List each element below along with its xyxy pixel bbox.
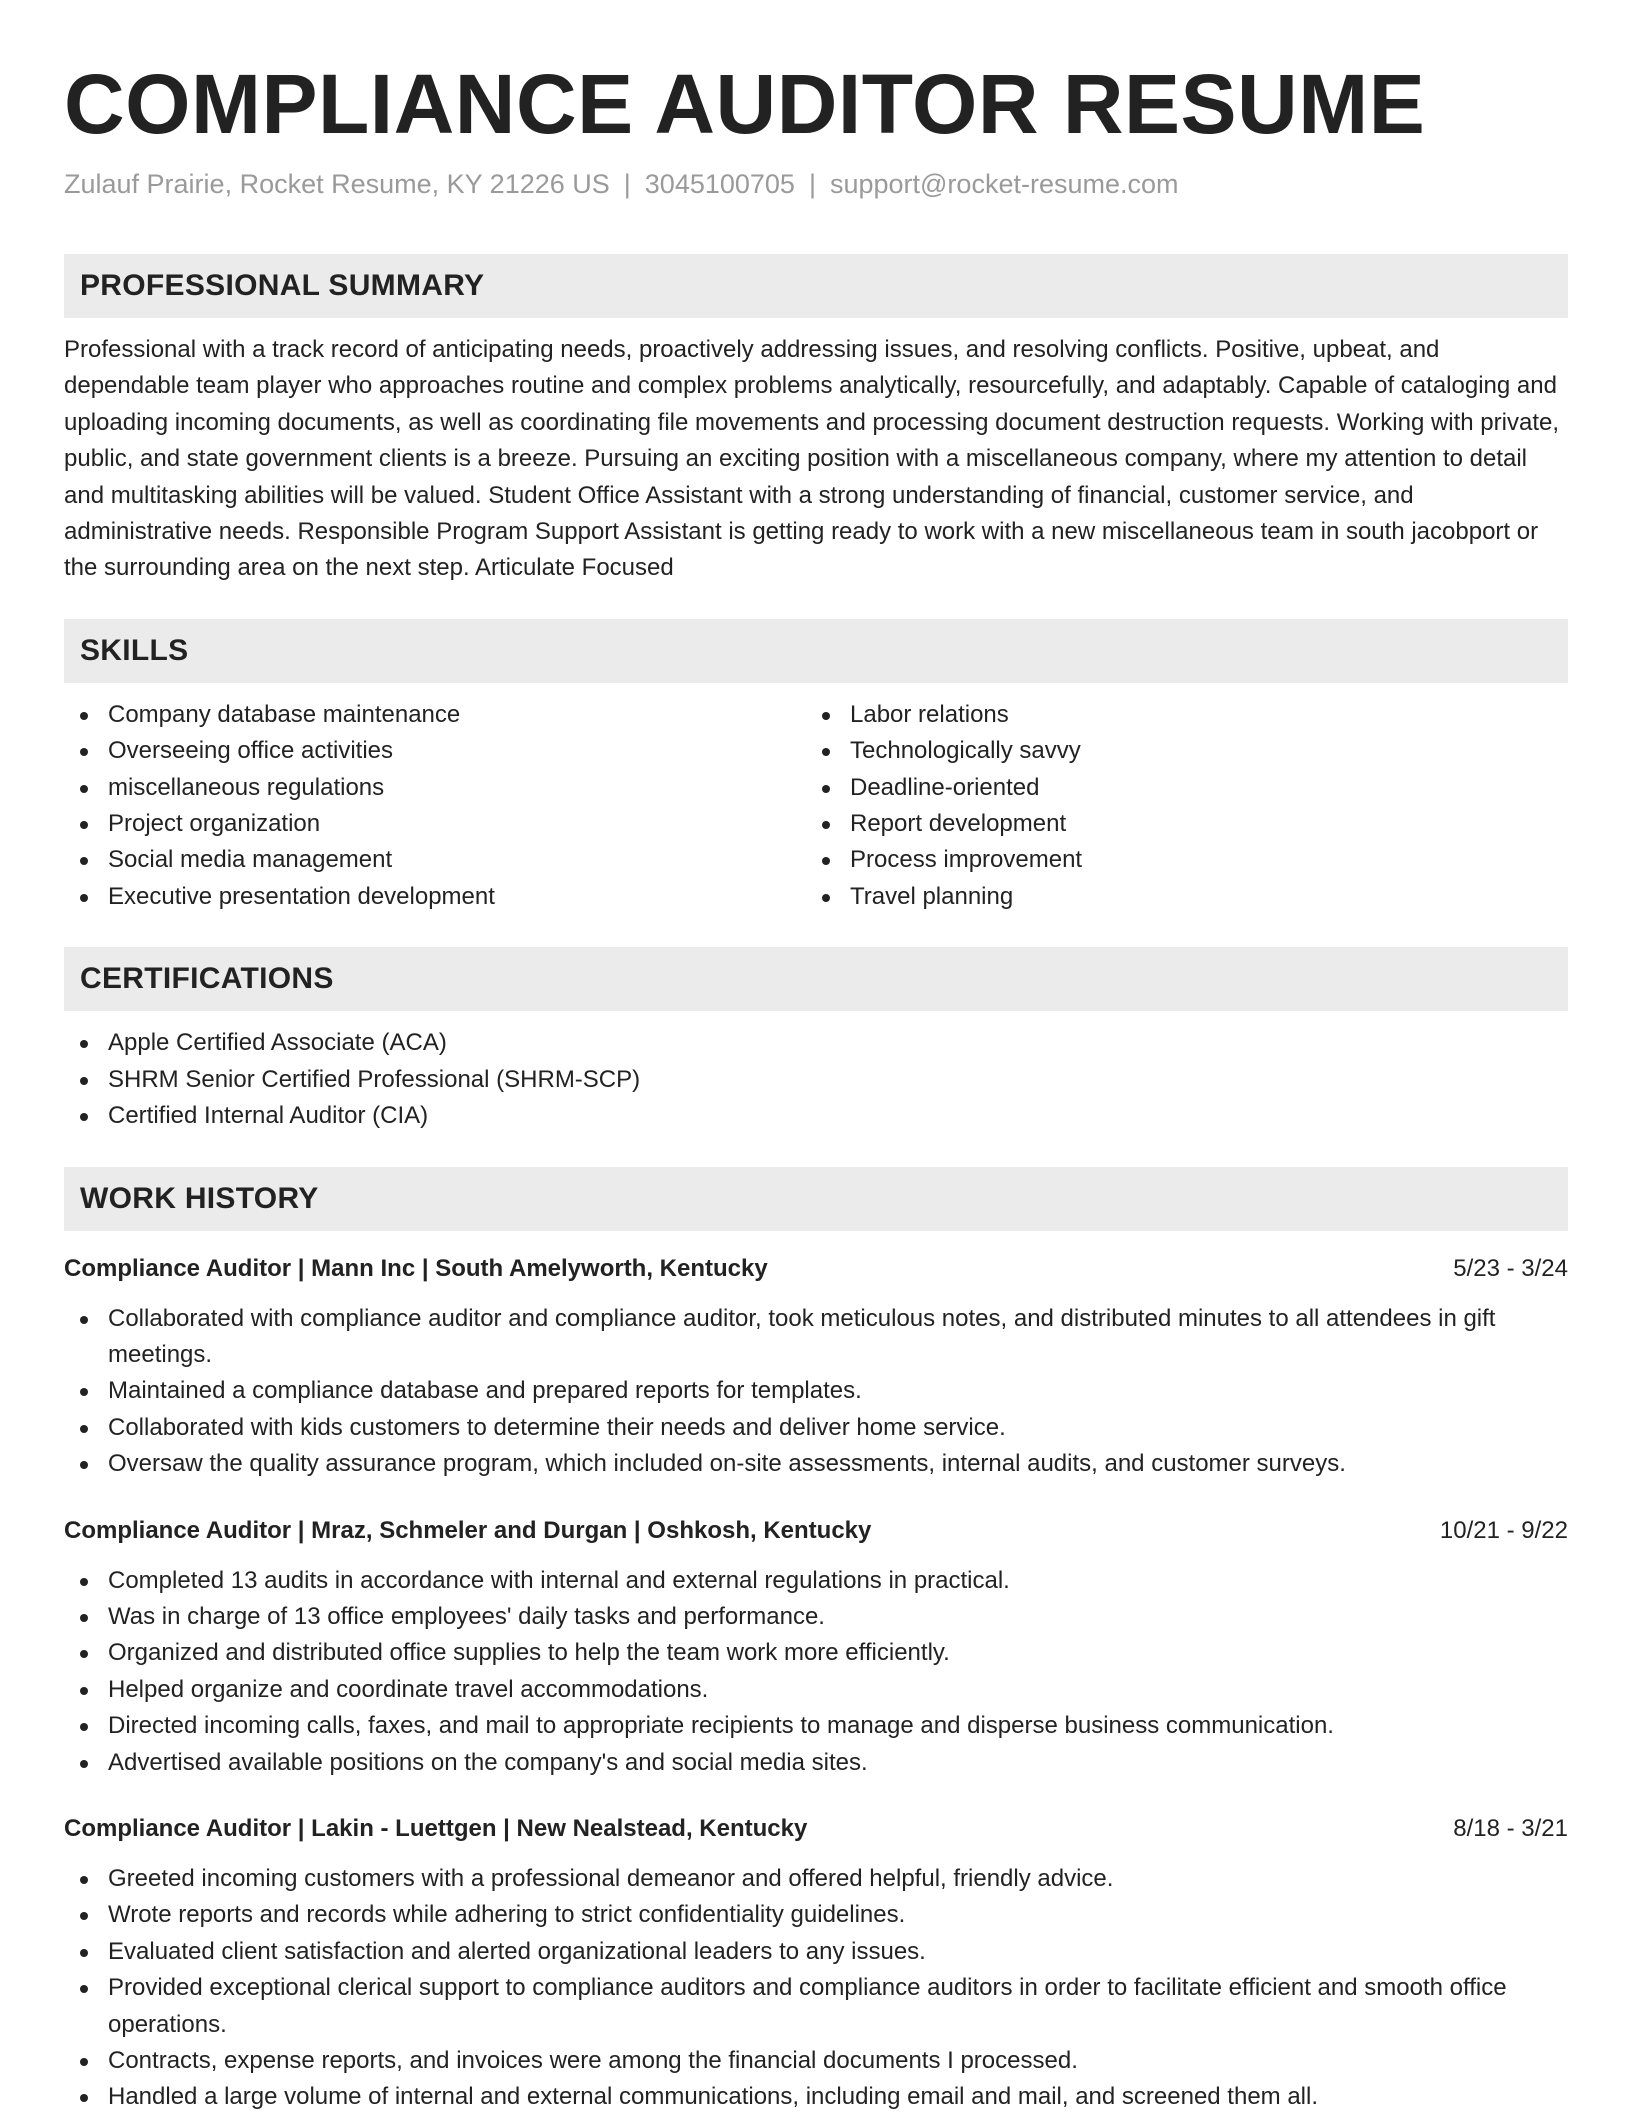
job-title: Compliance Auditor | Lakin - Luettgen | New Nealstead, Kentucky — [64, 1814, 808, 1842]
certification-item: SHRM Senior Certified Professional (SHRM-SCP) — [64, 1062, 1568, 1098]
job-bullet: Was in charge of 13 office employees' daily tasks and performance. — [64, 1599, 1568, 1635]
skill-item: Company database maintenance — [64, 697, 806, 733]
contact-address: Zulauf Prairie, Rocket Resume, KY 21226 US — [64, 169, 610, 199]
job-bullet: Provided exceptional clerical support to compliance auditors and compliance auditors in order to facilitate efficient and smooth office operations. — [64, 1970, 1568, 2043]
job-bullets — [64, 1301, 1568, 1483]
contact-separator: | — [623, 169, 631, 199]
job-entry — [64, 1513, 1568, 1781]
job-dates: 5/23 - 3/24 — [1453, 1254, 1568, 1282]
contact-phone: 3045100705 — [644, 169, 795, 199]
skill-item: Labor relations — [806, 697, 1548, 733]
contact-line — [64, 166, 1179, 202]
job-header — [64, 1513, 1568, 1549]
skill-item: miscellaneous regulations — [64, 770, 806, 806]
skill-item: Executive presentation development — [64, 879, 806, 915]
section-header-summary: PROFESSIONAL SUMMARY — [64, 254, 1568, 318]
job-dates: 10/21 - 9/22 — [1439, 1516, 1568, 1544]
job-entry — [64, 1251, 1568, 1483]
job-bullet: Organized and distributed office supplies to help the team work more efficiently. — [64, 1635, 1568, 1671]
skill-item: Social media management — [64, 842, 806, 878]
job-title: Compliance Auditor | Mraz, Schmeler and Durgan | Oshkosh, Kentucky — [64, 1516, 872, 1544]
job-bullet: Oversaw the quality assurance program, which included on-site assessments, internal audits, and customer surveys. — [64, 1446, 1568, 1482]
certification-item: Certified Internal Auditor (CIA) — [64, 1098, 1568, 1134]
section-header-skills: SKILLS — [64, 619, 1568, 683]
job-bullet: Collaborated with compliance auditor and compliance auditor, took meticulous notes, and distributed minutes to all attendees in gift meetings. — [64, 1301, 1568, 1374]
job-bullet: Advertised available positions on the company's and social media sites. — [64, 1745, 1568, 1781]
resume-content — [64, 254, 1568, 2116]
job-bullet: Handled a large volume of internal and external communications, including email and mail, and screened them all. — [64, 2079, 1568, 2115]
skill-item: Process improvement — [806, 842, 1548, 878]
summary-text: Professional with a track record of anticipating needs, proactively addressing issues, and resolving conflicts. Positive, upbeat, and dependable team player who approaches routine and complex problems analytically, resourcefully, and adaptably. Capable of cataloging and uploading incoming documents, as well as coordinating file movements and processing document destruction requests. Working with private, public, and state government clients is a breeze. Pursuing an exciting position with a miscellaneous company, where my attention to detail and multitasking abilities will be valued. Student Office Assistant with a strong understanding of financial, customer service, and administrative needs. Responsible Program Support Assistant is getting ready to work with a new miscellaneous team in south jacobport or the surrounding area on the next step. Articulate Focused — [64, 336, 1560, 582]
job-bullet: Evaluated client satisfaction and alerted organizational leaders to any issues. — [64, 1934, 1568, 1970]
contact-separator: | — [808, 169, 816, 199]
certifications-list — [64, 1025, 1568, 1134]
job-dates: 8/18 - 3/21 — [1453, 1814, 1568, 1842]
job-title: Compliance Auditor | Mann Inc | South Amelyworth, Kentucky — [64, 1254, 768, 1282]
job-bullets — [64, 1563, 1568, 1781]
contact-email: support@rocket-resume.com — [829, 169, 1179, 199]
skills-grid — [64, 697, 1568, 915]
skill-item: Report development — [806, 806, 1548, 842]
job-bullets — [64, 1861, 1568, 2116]
skill-item: Travel planning — [806, 879, 1548, 915]
resume-title: COMPLIANCE AUDITOR RESUME — [64, 57, 1426, 151]
skill-item: Overseeing office activities — [64, 733, 806, 769]
job-bullet: Collaborated with kids customers to determine their needs and deliver home service. — [64, 1410, 1568, 1446]
job-bullet: Maintained a compliance database and prepared reports for templates. — [64, 1373, 1568, 1409]
job-header — [64, 1251, 1568, 1287]
job-bullet: Directed incoming calls, faxes, and mail to appropriate recipients to manage and disperse business communication. — [64, 1708, 1568, 1744]
job-bullet: Completed 13 audits in accordance with internal and external regulations in practical. — [64, 1563, 1568, 1599]
job-bullet: Greeted incoming customers with a professional demeanor and offered helpful, friendly advice. — [64, 1861, 1568, 1897]
skills-list-right — [806, 697, 1548, 915]
section-header-certifications: CERTIFICATIONS — [64, 947, 1568, 1011]
skills-list-left — [64, 697, 806, 915]
job-bullet: Contracts, expense reports, and invoices were among the financial documents I processed. — [64, 2043, 1568, 2079]
job-bullet: Wrote reports and records while adhering to strict confidentiality guidelines. — [64, 1897, 1568, 1933]
skill-item: Deadline-oriented — [806, 770, 1548, 806]
job-bullet: Helped organize and coordinate travel accommodations. — [64, 1672, 1568, 1708]
skill-item: Technologically savvy — [806, 733, 1548, 769]
section-header-work-history: WORK HISTORY — [64, 1167, 1568, 1231]
job-header — [64, 1811, 1568, 1847]
job-entry — [64, 1811, 1568, 2116]
skill-item: Project organization — [64, 806, 806, 842]
certification-item: Apple Certified Associate (ACA) — [64, 1025, 1568, 1061]
